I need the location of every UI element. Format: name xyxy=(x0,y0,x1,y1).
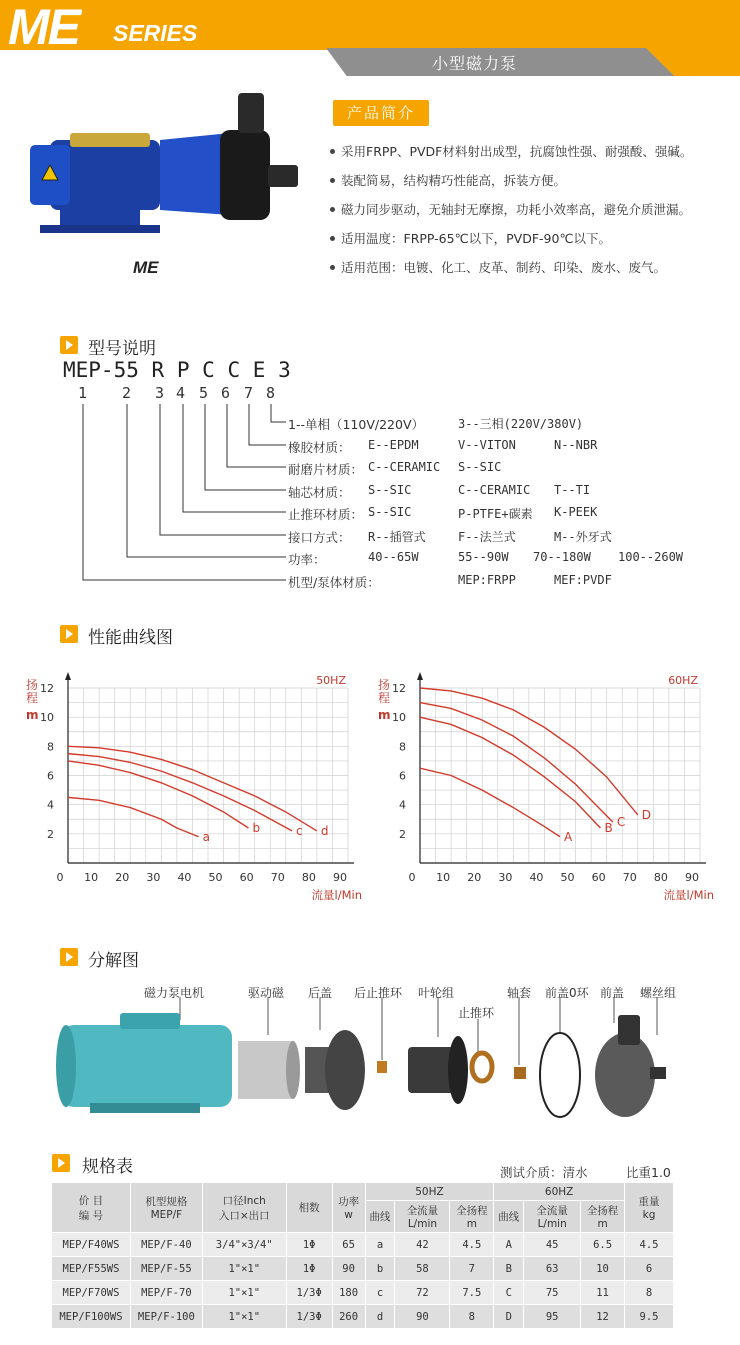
x-tick-label: 70 xyxy=(622,871,637,884)
part-label: 驱动磁 xyxy=(248,986,285,1000)
model-digit: 3 xyxy=(155,384,165,402)
model-digit: 6 xyxy=(221,384,231,402)
x-tick-label: 80 xyxy=(301,871,316,884)
spec-table xyxy=(51,1182,674,1329)
specific-gravity-note: 比重1.0 xyxy=(626,1165,671,1180)
table-row: MEP/F40WS MEP/F-40 3/4"×3/4" 1Φ 65 a 42 4.5 A 45 6.5 4.5 xyxy=(52,1233,674,1257)
exploded-diagram xyxy=(0,995,740,1125)
model-digit: 1 xyxy=(78,384,88,402)
series-label: a xyxy=(202,829,211,844)
series-label: C xyxy=(616,815,626,830)
x-tick-label: 40 xyxy=(177,871,192,884)
header-banner xyxy=(0,0,740,50)
section-arrow-icon xyxy=(52,1154,70,1172)
part-label: 后盖 xyxy=(308,986,333,1000)
part-label: 前盖0环 xyxy=(545,986,589,1000)
col-header: 曲线 xyxy=(365,1201,395,1233)
chart-title: 60HZ xyxy=(668,674,698,687)
feature-item: 装配简易，结构精巧性能高，拆装方便。 xyxy=(330,171,566,189)
y-tick-label: 2 xyxy=(47,827,54,841)
part-label: 前盖 xyxy=(600,986,625,1000)
part-label: 叶轮组 xyxy=(418,986,455,1000)
col-header-50hz: 50HZ xyxy=(365,1183,494,1201)
table-row: MEP/F55WS MEP/F-55 1"×1" 1Φ 90 b 58 7 B 63 10 6 xyxy=(52,1257,674,1281)
series-label: A xyxy=(564,829,573,844)
bullet-icon xyxy=(330,178,335,183)
col-header: 曲线 xyxy=(494,1201,524,1233)
col-header: 全流量 L/min xyxy=(395,1201,450,1233)
y-axis-arrow-icon xyxy=(65,672,71,680)
bullet-icon xyxy=(330,236,335,241)
y-axis-label: 扬程 xyxy=(378,678,391,705)
section-arrow-icon xyxy=(60,948,78,966)
series-label: D xyxy=(641,807,652,822)
x-tick-label: 0 xyxy=(56,871,64,884)
model-digit: 2 xyxy=(122,384,132,402)
table-row: MEP/F100WS MEP/F-100 1"×1" 1/3Φ 260 d 90 8 D 95 12 9.5 xyxy=(52,1305,674,1329)
section-title: 性能曲线图 xyxy=(88,628,173,648)
col-header: 价 目 编 号 xyxy=(52,1183,131,1233)
series-logo-me: ME xyxy=(8,0,79,55)
model-digit: 4 xyxy=(176,384,186,402)
model-digit: 8 xyxy=(266,384,276,402)
part-label: 后止推环 xyxy=(354,986,403,1000)
section-title: 分解图 xyxy=(88,951,139,971)
model-digit-row xyxy=(0,384,740,404)
bullet-icon xyxy=(330,265,335,270)
bullet-icon xyxy=(330,207,335,212)
table-row: MEP/F70WS MEP/F-70 1"×1" 1/3Φ 180 c 72 7.5 C 75 11 8 xyxy=(52,1281,674,1305)
y-tick-label: 4 xyxy=(47,798,54,812)
series-label: B xyxy=(604,821,613,835)
series-label: d xyxy=(320,823,329,838)
intro-badge: 产品简介 xyxy=(333,100,429,126)
y-axis-unit: m xyxy=(26,708,39,722)
y-tick-label: 10 xyxy=(40,711,54,725)
x-axis-label: 流量l/Min xyxy=(311,888,362,902)
x-tick-label: 10 xyxy=(436,871,451,884)
x-axis-label: 流量l/Min xyxy=(663,888,714,902)
pump-photo xyxy=(20,85,310,260)
feature-item: 适用温度：FRPP-65℃以下，PVDF-90℃以下。 xyxy=(330,229,611,247)
col-header: 全扬程 m xyxy=(581,1201,625,1233)
part-label: 止推环 xyxy=(458,1006,495,1020)
y-tick-label: 12 xyxy=(392,682,406,695)
series-line-a xyxy=(68,797,199,836)
y-tick-label: 10 xyxy=(392,711,406,725)
x-tick-label: 90 xyxy=(685,871,699,884)
y-tick-label: 6 xyxy=(399,769,406,783)
x-tick-label: 50 xyxy=(560,871,575,884)
x-tick-label: 70 xyxy=(270,871,285,884)
test-medium-note: 测试介质：清水 xyxy=(500,1165,588,1180)
series-logo-text: SERIES xyxy=(113,20,198,46)
section-title: 型号说明 xyxy=(88,339,156,359)
series-label: c xyxy=(296,823,303,838)
col-header: 口径Inch 入口×出口 xyxy=(202,1183,286,1233)
x-tick-label: 90 xyxy=(333,871,347,884)
feature-item: 磁力同步驱动，无轴封无摩擦，功耗小效率高，避免介质泄漏。 xyxy=(330,200,691,218)
y-tick-label: 8 xyxy=(399,740,406,754)
col-header: 相数 xyxy=(286,1183,332,1233)
y-tick-label: 6 xyxy=(47,769,54,783)
series-label: b xyxy=(252,821,261,835)
col-header: 全扬程 m xyxy=(450,1201,494,1233)
x-tick-label: 40 xyxy=(529,871,544,884)
y-axis-unit: m xyxy=(378,708,391,722)
x-tick-label: 60 xyxy=(591,871,606,884)
y-tick-label: 12 xyxy=(40,682,54,695)
chart-title: 50HZ xyxy=(316,674,346,687)
x-tick-label: 30 xyxy=(498,871,513,884)
model-digit: 7 xyxy=(244,384,254,402)
x-tick-label: 50 xyxy=(208,871,223,884)
section-arrow-icon xyxy=(60,625,78,643)
col-header: 重量 kg xyxy=(625,1183,674,1233)
feature-item: 适用范围：电镀、化工、皮革、制药、印染、废水、废气。 xyxy=(330,258,666,276)
section-arrow-icon xyxy=(60,336,78,354)
part-label: 轴套 xyxy=(507,986,532,1000)
series-line-A xyxy=(420,768,560,837)
section-title: 规格表 xyxy=(82,1157,133,1177)
model-digit: 5 xyxy=(199,384,209,402)
series-line-C xyxy=(420,703,613,823)
col-header-60hz: 60HZ xyxy=(494,1183,625,1201)
y-tick-label: 4 xyxy=(399,798,406,812)
x-tick-label: 80 xyxy=(653,871,668,884)
x-tick-label: 20 xyxy=(115,871,130,884)
x-tick-label: 0 xyxy=(408,871,416,884)
y-axis-label: 扬程 xyxy=(26,678,39,705)
x-tick-label: 10 xyxy=(84,871,99,884)
chart-60hz xyxy=(372,665,722,905)
bullet-icon xyxy=(330,149,335,154)
x-tick-label: 20 xyxy=(467,871,482,884)
pump-model-label: ME xyxy=(133,258,159,277)
y-tick-label: 2 xyxy=(399,827,406,841)
y-axis-arrow-icon xyxy=(417,672,423,680)
model-code: MEP-55 R P C C E 3 xyxy=(63,358,291,382)
col-header: 机型规格 MEP/F xyxy=(130,1183,202,1233)
x-tick-label: 60 xyxy=(239,871,254,884)
y-tick-label: 8 xyxy=(47,740,54,754)
x-tick-label: 30 xyxy=(146,871,161,884)
part-label: 螺丝组 xyxy=(640,986,677,1000)
col-header: 全流量 L/min xyxy=(524,1201,581,1233)
col-header: 功率 w xyxy=(332,1183,365,1233)
part-label: 磁力泵电机 xyxy=(144,986,205,1000)
chart-50hz xyxy=(20,665,365,905)
feature-item: 采用FRPP、PVDF材料射出成型，抗腐蚀性强、耐强酸、强碱。 xyxy=(330,142,692,160)
page-subtitle: 小型磁力泵 xyxy=(432,54,518,73)
